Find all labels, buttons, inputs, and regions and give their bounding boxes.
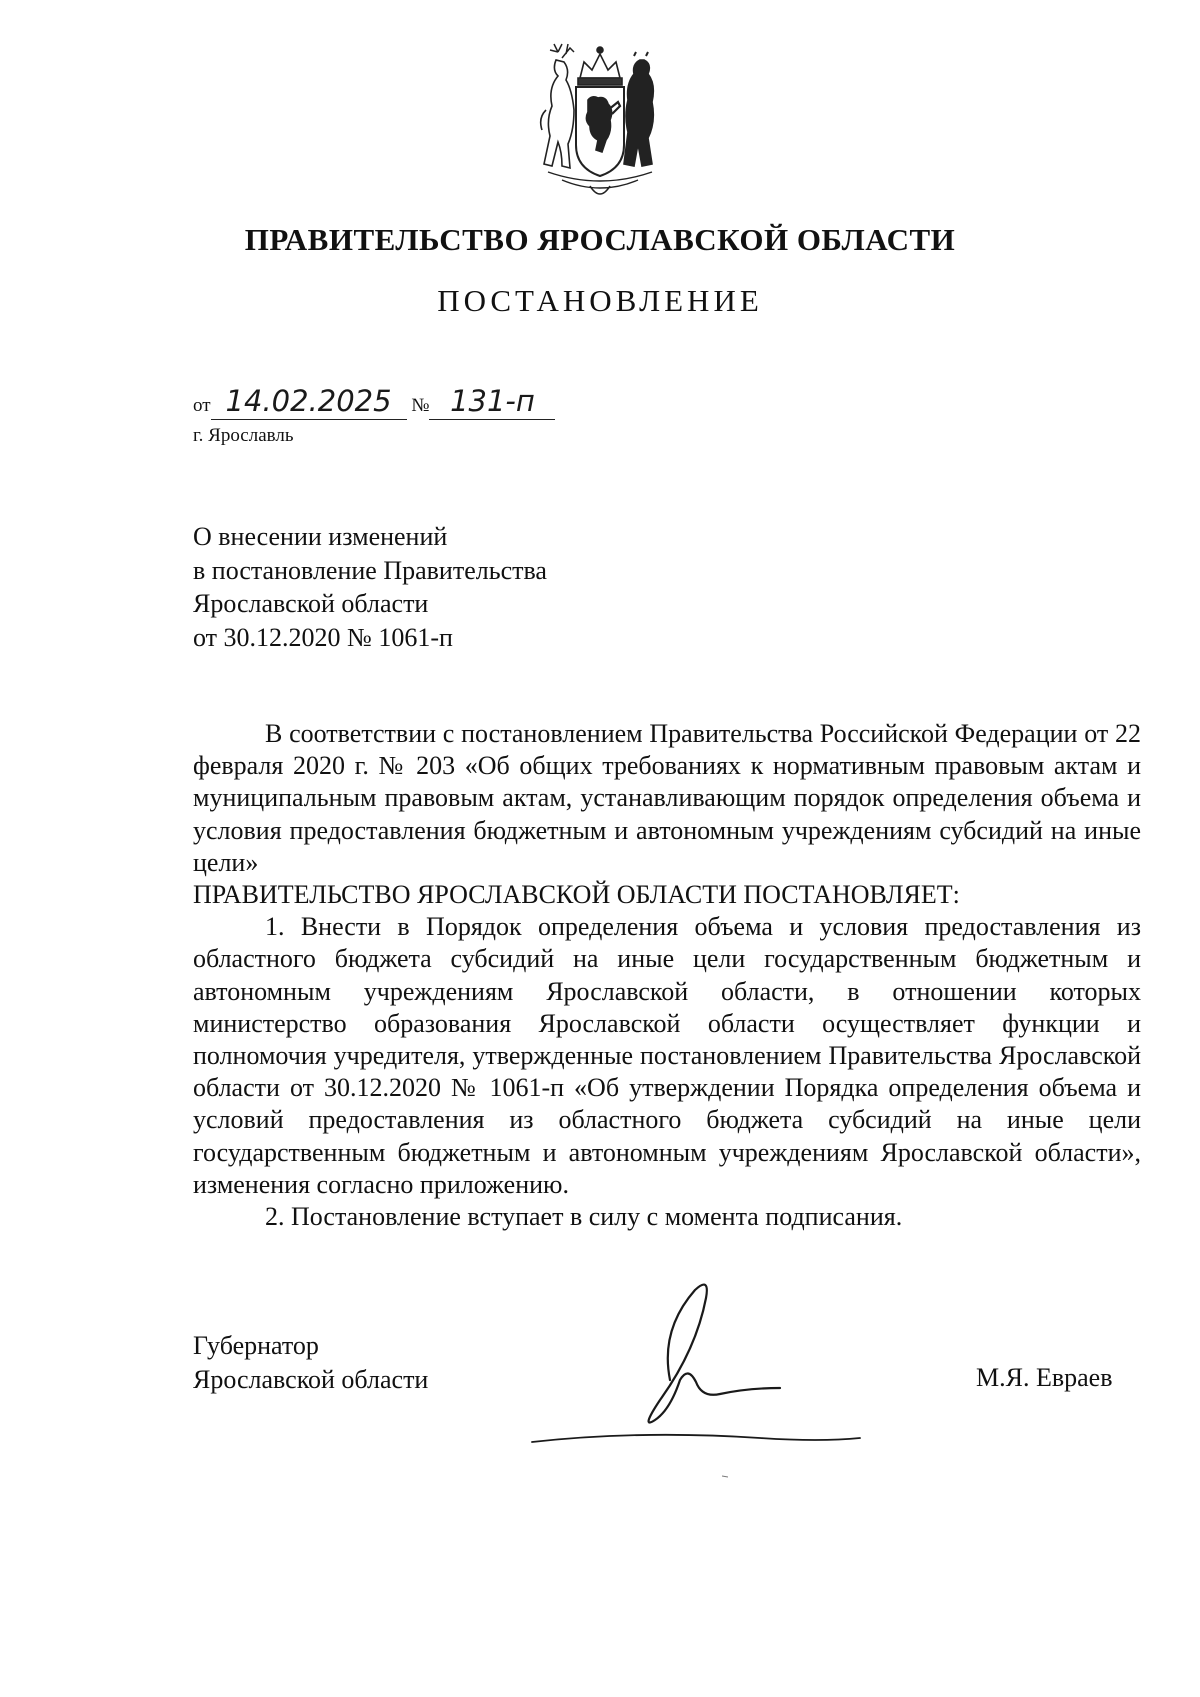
document-body (193, 718, 1141, 1233)
subject-line: в постановление Правительства (193, 555, 547, 585)
number-field (429, 384, 555, 420)
signatory-name: М.Я. Евраев (976, 1363, 1113, 1392)
coat-of-arms-icon (528, 40, 672, 205)
item-2-paragraph: 2. Постановление вступает в силу с момента подписания. (265, 1202, 903, 1232)
date-field (211, 384, 407, 420)
number-value: 131-п (450, 384, 535, 418)
date-value: 14.02.2025 (225, 384, 392, 418)
subject-line: О внесении изменений (193, 522, 448, 551)
scan-speck (722, 1474, 728, 1478)
subject-line: Ярославской области (193, 589, 429, 618)
document-subject (193, 520, 547, 654)
preamble-paragraph: В соответствии с постановлением Правительства Российской Федерации от 22 февраля 2020 г. № 203 «Об общих требованиях к нормативным правовым актам и муниципальным правовым актам, устанавливающим порядок определения объема и условия предоставления бюджетным и автономным учреждениям субсидий на иные цели» (193, 719, 1141, 877)
signatory-title-line: Губернатор (193, 1331, 319, 1360)
signatory-title (193, 1329, 428, 1397)
signatory-title-line: Ярославской области (193, 1365, 429, 1394)
document-type: ПОСТАНОВЛЕНИЕ (437, 283, 763, 318)
issuing-authority: ПРАВИТЕЛЬСТВО ЯРОСЛАВСКОЙ ОБЛАСТИ (244, 222, 956, 257)
number-prefix: № (411, 395, 430, 416)
date-prefix: от (193, 395, 211, 416)
city: г. Ярославль (193, 425, 294, 446)
handwritten-signature-icon (520, 1270, 940, 1460)
date-number-line (193, 384, 555, 420)
item-1-paragraph: 1. Внести в Порядок определения объема и условия предоставления из областного бюджета субсидий на иные цели государственным бюджетным и автономным учреждениям Ярославской области, в отношении которых министерство образования Ярославской области осуществляет функции и полномочия учредителя, утвержденные постановлением Правительства Ярославской области от 30.12.2020 № 1061-п «Об утверждении Порядка определения объема и условий предоставления из областного бюджета субсидий на иные цели государственным бюджетным и автономным учреждениям Ярославской области», изменения согласно приложению. (193, 912, 1141, 1199)
subject-line: от 30.12.2020 № 1061-п (193, 622, 453, 652)
resolution-line: ПРАВИТЕЛЬСТВО ЯРОСЛАВСКОЙ ОБЛАСТИ ПОСТАНОВЛЯЕТ: (193, 880, 960, 910)
